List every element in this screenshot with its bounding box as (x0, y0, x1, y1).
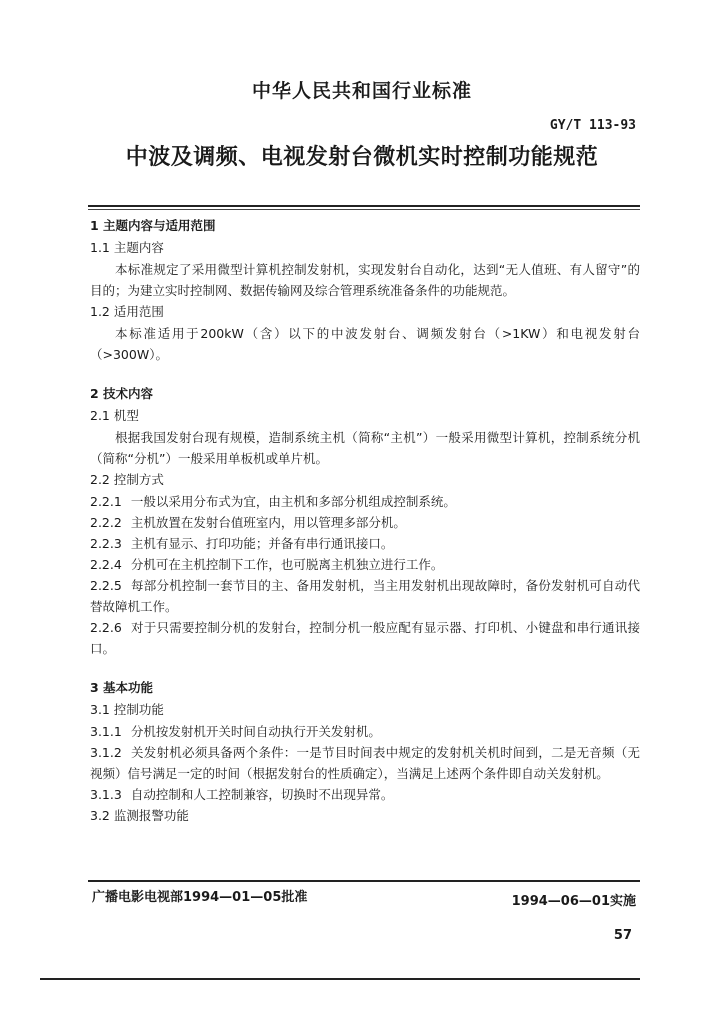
section-1-1-text: 本标准规定了采用微型计算机控制发射机，实现发射台自动化，达到“无人值班、有人留守”的目的；为建立实时控制网、数据传输网及综合管理系统准备条件的功能规范。 (90, 262, 640, 298)
clause-number: 3.1.2 (90, 745, 122, 760)
clause-text: 一般以采用分布式为宜，由主机和多部分机组成控制系统。 (130, 494, 456, 509)
clause-2-2-1 (90, 491, 640, 512)
section-2-heading: 2 技术内容 (90, 386, 154, 401)
clause-2-2-6 (90, 617, 640, 659)
header-rule-thin (88, 209, 640, 210)
footer-rule (88, 880, 640, 882)
approval-date: 广播电影电视部1994—01—05批准 (92, 890, 308, 905)
clause-text: 分机可在主机控制下工作，也可脱离主机独立进行工作。 (130, 557, 444, 572)
section-1-2-label: 1.2 适用范围 (90, 304, 164, 319)
clause-text: 自动控制和人工控制兼容，切换时不出现异常。 (130, 787, 394, 802)
clause-number: 3.1.3 (90, 787, 122, 802)
section-1-heading: 1 主题内容与适用范围 (90, 218, 216, 233)
bottom-rule (40, 978, 640, 980)
clause-text: 分机按发射机开关时间自动执行开关发射机。 (130, 724, 381, 739)
section-2-2-label: 2.2 控制方式 (90, 472, 164, 487)
clause-number: 2.2.2 (90, 515, 122, 530)
clause-2-2-4 (90, 554, 640, 575)
clause-3-1-2 (90, 742, 640, 784)
clause-number: 3.1.1 (90, 724, 122, 739)
clause-2-2-2 (90, 512, 640, 533)
section-1-2-text: 本标准适用于200kW（含）以下的中波发射台、调频发射台（>1KW）和电视发射台（>300W）。 (90, 326, 640, 362)
clause-3-1-3 (90, 784, 640, 805)
header-rule-thick (88, 205, 640, 207)
section-2-1-label: 2.1 机型 (90, 408, 139, 423)
section-3-1-label: 3.1 控制功能 (90, 702, 164, 717)
org-title: 中华人民共和国行业标准 (251, 80, 472, 102)
section-3-2-label: 3.2 监测报警功能 (90, 808, 189, 823)
clause-number: 2.2.6 (90, 620, 122, 635)
clause-3-1-1 (90, 721, 640, 742)
document-title: 中波及调频、电视发射台微机实时控制功能规范 (125, 145, 599, 170)
clause-number: 2.2.5 (90, 578, 122, 593)
section-3-heading: 3 基本功能 (90, 680, 154, 695)
section-1-1-label: 1.1 主题内容 (90, 240, 164, 255)
standard-number: GY/T 113-93 (549, 118, 636, 133)
page-number: 57 (613, 928, 632, 943)
clause-number: 2.2.4 (90, 557, 122, 572)
clause-text: 关发射机必须具备两个条件：一是节目时间表中规定的发射机关机时间到，二是无音频（无视频）信号满足一定的时间（根据发射台的性质确定），当满足上述两个条件即自动关发射机。 (90, 745, 640, 781)
clause-text: 主机放置在发射台值班室内，用以管理多部分机。 (130, 515, 406, 530)
clause-text: 每部分机控制一套节目的主、备用发射机，当主用发射机出现故障时，备份发射机可自动代替故障机工作。 (90, 578, 640, 614)
clause-2-2-5 (90, 575, 640, 617)
clause-2-2-3 (90, 533, 640, 554)
clause-number: 2.2.1 (90, 494, 122, 509)
clause-number: 2.2.3 (90, 536, 122, 551)
clause-text: 主机有显示、打印功能；并备有串行通讯接口。 (130, 536, 394, 551)
document-body (90, 215, 640, 827)
implementation-date: 1994—06—01实施 (511, 894, 636, 909)
section-2-1-text: 根据我国发射台现有规模，造制系统主机（简称“主机”）一般采用微型计算机，控制系统分机（简称“分机”）一般采用单板机或单片机。 (90, 430, 640, 466)
clause-text: 对于只需要控制分机的发射台，控制分机一般应配有显示器、打印机、小键盘和串行通讯接口。 (90, 620, 640, 656)
